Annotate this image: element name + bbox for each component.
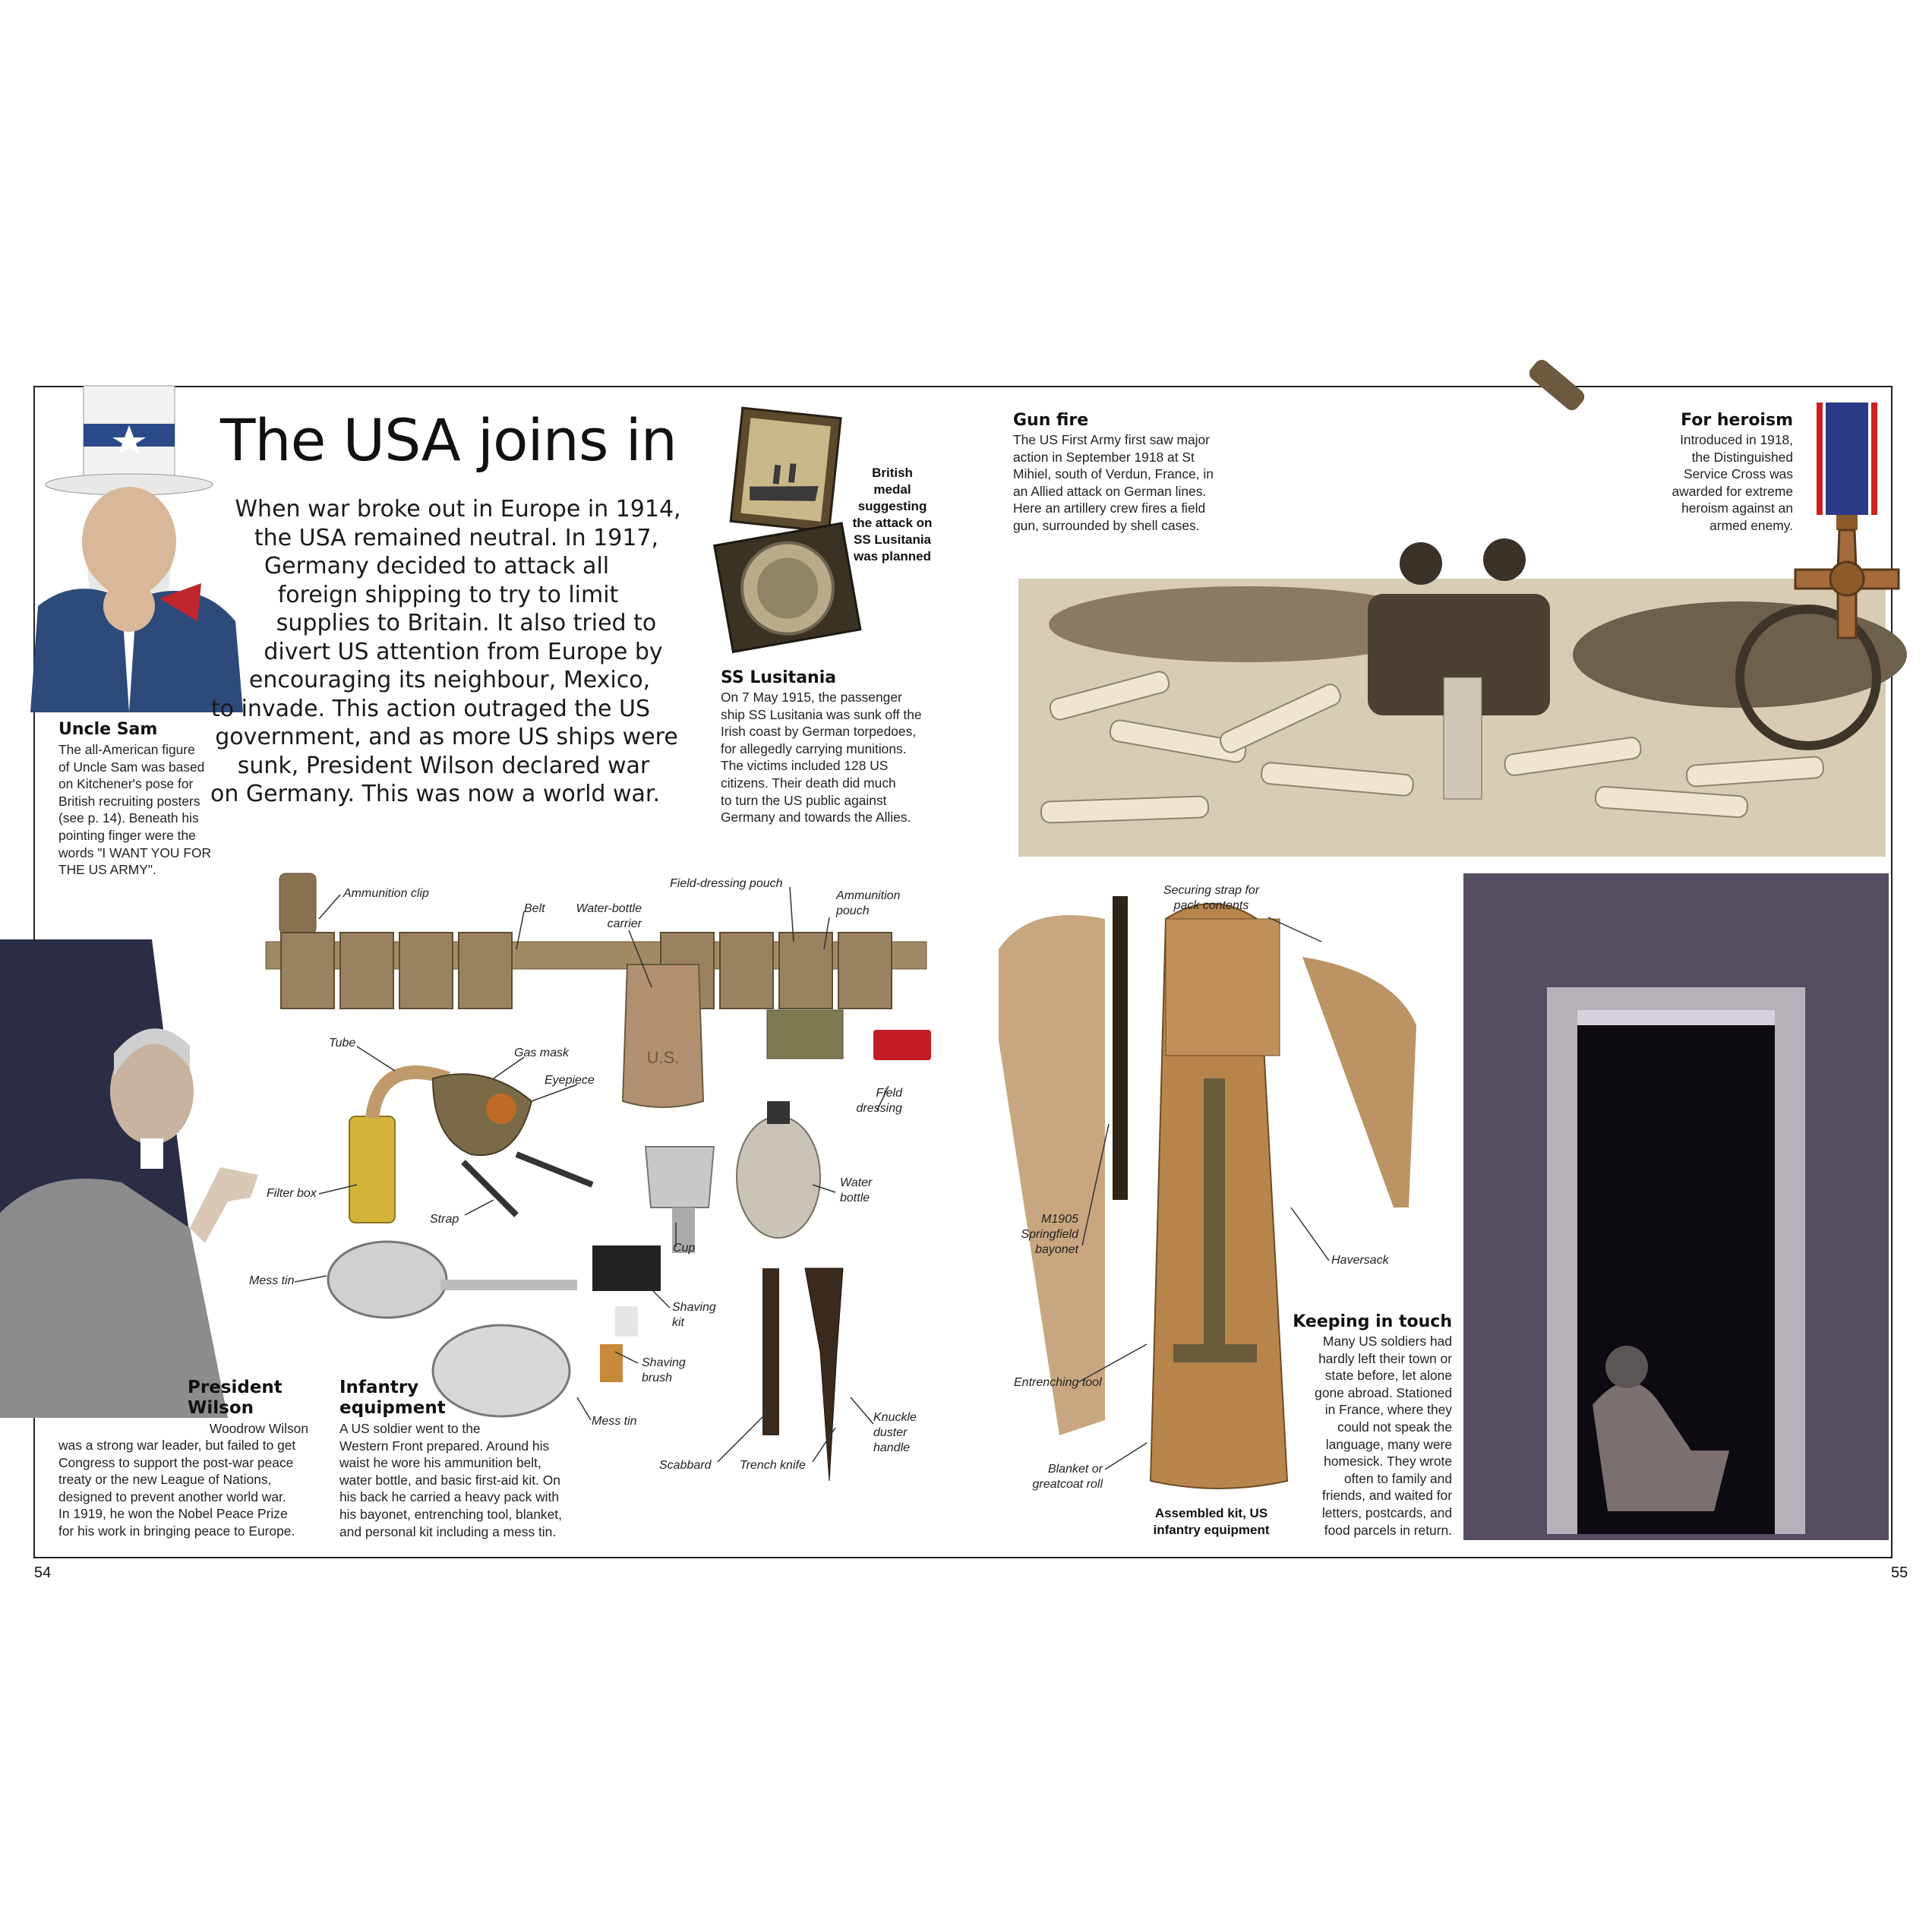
label-field-dressing-pouch: Field-dressing pouch	[670, 877, 783, 890]
label-gas-mask: Gas mask	[514, 1046, 570, 1059]
label-ammunition-clip: Ammunition clip	[343, 887, 429, 900]
gun-fire-text: The US First Army first saw major action in September 1918 at St Mihiel, south of Verdun, France, in an Allied attack on German lines. Here an artillery crew fires a field gun, surrounded by shell cases.	[1013, 432, 1214, 533]
label-knuckle-duster-handle: Knuckle duster handle	[873, 1411, 917, 1454]
gun-fire-heading: Gun fire	[1013, 411, 1089, 430]
heroism-text: Introduced in 1918, the Distinguished Service Cross was awarded for extreme heroism against an armed enemy.	[1672, 432, 1793, 533]
label-mess-tin-2: Mess tin	[592, 1415, 637, 1428]
wilson-heading: President Wilson	[188, 1378, 283, 1418]
page-number-right: 55	[1891, 1564, 1908, 1581]
label-water-bottle: Water bottle	[840, 1176, 873, 1204]
uncle-sam-heading: Uncle Sam	[58, 720, 158, 739]
label-belt: Belt	[524, 902, 545, 915]
assembled-kit-caption: Assembled kit, US infantry equipment	[1153, 1506, 1270, 1537]
keeping-heading: Keeping in touch	[1293, 1312, 1452, 1331]
label-mess-tin-1: Mess tin	[249, 1274, 295, 1287]
label-shaving-brush: Shaving brush	[642, 1356, 686, 1384]
label-bayonet: M1905 Springfield bayonet	[1021, 1213, 1078, 1256]
label-filter-box: Filter box	[267, 1187, 317, 1200]
keeping-text: Many US soldiers had hardly left their town or state before, let alone gone abroad. Stationed in France, where they could not speak the language, many were homesick. They wrote often to family and friends, and waited for letters, postcards, and food parcels in return.	[1315, 1334, 1452, 1538]
label-entrenching-tool: Entrenching tool	[1014, 1376, 1102, 1389]
label-ammunition-pouch: Ammunition pouch	[836, 889, 901, 917]
label-strap: Strap	[430, 1213, 459, 1226]
label-water-bottle-carrier: Water-bottle carrier	[576, 902, 642, 930]
label-shaving-kit: Shaving kit	[672, 1301, 716, 1329]
label-tube: Tube	[329, 1037, 356, 1050]
page-title: The USA joins in	[220, 406, 677, 474]
label-cup: Cup	[673, 1242, 696, 1255]
lusitania-text: On 7 May 1915, the passenger ship SS Lusitania was sunk off the Irish coast by German torpedoes, for allegedly carrying munitions. The victims included 128 US citizens. Their death did much to turn the US public against Germany and towards the Allies.	[721, 690, 922, 826]
heroism-heading: For heroism	[1681, 411, 1793, 430]
label-haversack: Haversack	[1331, 1254, 1389, 1267]
uncle-sam-text: The all-American figure of Uncle Sam was based on Kitchener's pose for British recruiting posters (see p. 14). Beneath his pointing finger were the words "I WANT YOU FOR THE US ARMY".	[58, 742, 212, 878]
infantry-heading: Infantry equipment	[339, 1378, 446, 1418]
intro-paragraph: When war broke out in Europe in 1914, the USA remained neutral. In 1917, Germany decided to attack all foreign shipping to try to limit supplies to Britain. It also tried to divert US attention from Europe by encouraging its neighbour, Mexico, to invade. This action outraged the US government, and as more US ships were sunk, President Wilson declared war on Germany. This was now a world war.	[210, 496, 681, 807]
medal-caption: British medal suggesting the attack on SS Lusitania was planned	[852, 466, 933, 564]
page-number-left: 54	[34, 1564, 52, 1581]
label-blanket-roll: Blanket or greatcoat roll	[1032, 1463, 1103, 1491]
wilson-text-cont: was a strong war leader, but failed to get Congress to support the post-war peace treaty or the new League of Nations, designed to prevent another world war. In 1919, he won the Nobel Peace Prize for his work in bringing peace to Europe.	[58, 1438, 296, 1539]
infantry-text: A US soldier went to the Western Front prepared. Around his waist he wore his ammunition belt, water bottle, and basic first-aid kit. On his back he carried a heavy pack with his bayonet, entrenching tool, blanket, and personal kit including a mess tin.	[339, 1421, 562, 1539]
label-securing-strap: Securing strap for pack contents	[1163, 884, 1260, 912]
label-scabbard: Scabbard	[659, 1459, 712, 1472]
lusitania-heading: SS Lusitania	[721, 668, 837, 687]
wilson-text: Woodrow Wilson	[209, 1421, 308, 1436]
label-trench-knife: Trench knife	[740, 1459, 806, 1472]
us-mark-label: U.S.	[646, 1048, 680, 1067]
label-field-dressing: Field dressing	[856, 1087, 902, 1115]
label-eyepiece: Eyepiece	[545, 1074, 595, 1087]
